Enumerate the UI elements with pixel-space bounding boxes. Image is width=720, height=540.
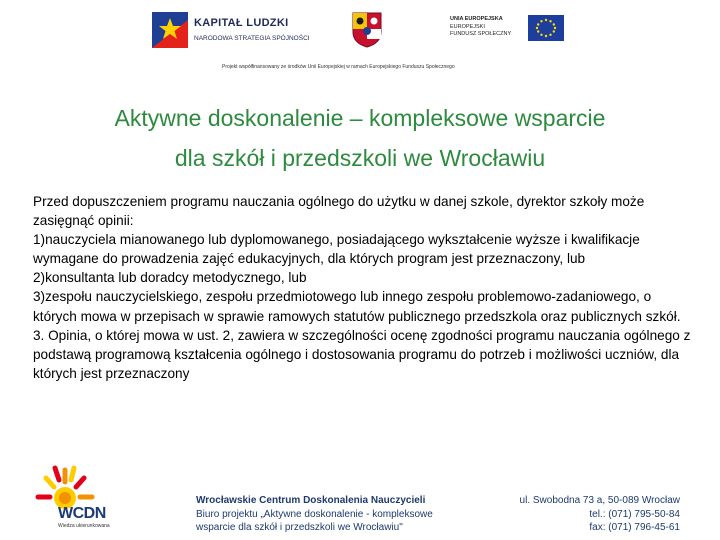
- eu-flag-icon: [528, 15, 564, 41]
- eu-line-2: EUROPEJSKI: [450, 23, 485, 30]
- eu-logo: [450, 14, 565, 48]
- footer-contact: [500, 494, 680, 535]
- list-item-4: 3. Opinia, o której mowa w ust. 2, zawiera w szczególności ocenę zgodności programu nauczania ogólnego z podstawą programową kształcenia ogólnego i dostosowania programu do potrzeb i możliwości uczniów, dla których jest przeznaczony: [33, 327, 691, 381]
- page-title: [0, 98, 720, 178]
- coat-of-arms-icon: [352, 12, 382, 48]
- kapital-ludzki-subtitle: NARODOWA STRATEGIA SPÓJNOŚCI: [194, 35, 310, 42]
- wcdn-wordmark: WCDN: [58, 505, 106, 522]
- title-line-1: Aktywne doskonalenie – kompleksowe wsparcie: [114, 105, 606, 131]
- intro-paragraph: Przed dopuszczeniem programu nauczania ogólnego do użytku w danej szkole, dyrektor szkoły może zasięgnąć opinii:: [33, 194, 645, 229]
- phone: tel.: (071) 795-50-84: [589, 508, 680, 520]
- list-item-1: 1)nauczyciela mianowanego lub dyplomowanego, posiadającego wykształcenie wyższe i kwalifikacje wymagane do prowadzenia zajęć edukacyjnych, dla których program jest przeznaczony, lub: [33, 232, 640, 267]
- kapital-ludzki-logo: [152, 12, 312, 50]
- organization-name: Wrocławskie Centrum Doskonalenia Nauczycieli: [196, 495, 426, 506]
- footer-organization: [196, 494, 433, 535]
- eu-line-3: FUNDUSZ SPOŁECZNY: [450, 31, 512, 37]
- project-line-2: wsparcie dla szkół i przedszkoli we Wrocławiu": [196, 522, 403, 533]
- wcdn-tagline: Wiedza ukierunkowana: [58, 523, 110, 529]
- kapital-ludzki-emblem-icon: [152, 12, 188, 48]
- address: ul. Swobodna 73 a, 50-089 Wrocław: [519, 495, 680, 506]
- wcdn-logo: [30, 462, 160, 530]
- project-line-1: Biuro projektu „Aktywne doskonalenie - kompleksowe: [196, 508, 433, 520]
- title-line-2: dla szkół i przedszkoli we Wrocławiu: [174, 145, 546, 171]
- funding-note: Projekt współfinansowany ze środków Unii Europejskiej w ramach Europejskiego Funduszu Społecznego: [222, 64, 455, 70]
- kapital-ludzki-name: KAPITAŁ LUDZKI: [194, 17, 289, 29]
- eu-text: [450, 16, 514, 39]
- eu-line-1: UNIA EUROPEJSKA: [450, 16, 503, 22]
- list-item-3: 3)zespołu nauczycielskiego, zespołu przedmiotowego lub innego zespołu problemowo-zadaniowego, o których mowa w przepisach w sprawie ramowych statutów publicznego przedszkola oraz publicznych szkół.: [33, 289, 681, 324]
- fax: fax: (071) 796-45-61: [589, 522, 680, 533]
- list-item-2: 2)konsultanta lub doradcy metodycznego, lub: [33, 270, 307, 286]
- body-text: [33, 192, 693, 383]
